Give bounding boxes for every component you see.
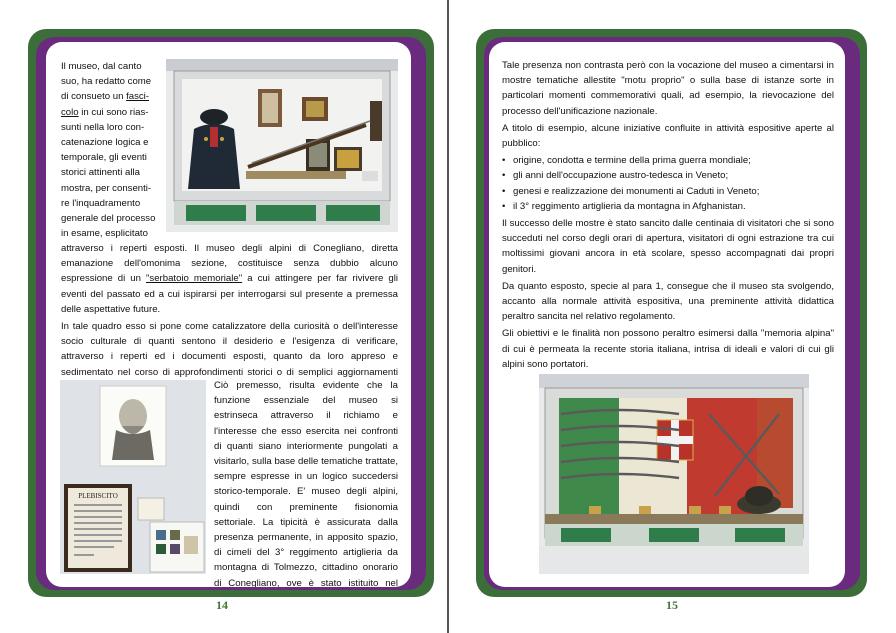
intro-line [61,105,159,120]
list-item-text: origine, condotta e termine della prima guerra mondiale; [513,155,751,167]
list-item-text: il 3° reggimento artiglieria da montagna in Afghanistan. [513,200,746,212]
intro-line: re l'inquadramento [61,197,141,209]
intro-line: catenazione logica e [61,137,149,149]
intro-line: suo, ha redatto come [61,76,152,88]
para-text: a cui attingere per far rivivere gli eventi del passato ed a cui ispirarsi per interrogarsi sul presente a premessa delle aspettative future. [61,273,398,315]
paragraph-objectives: Gli obiettivi e le finalità non possono peraltro esimersi dalla "memoria alpina" di cui è permeata la recente storia italiana, intrisa di ideali e valori di cui gli alpini sono portatori. [502,328,834,370]
bullet-icon: • [502,185,506,197]
list-item [502,199,834,214]
bullet-icon: • [502,170,506,182]
fascicolo-link: fasci- [126,91,149,103]
paragraph-premise [214,378,398,587]
intro-line: temporale, gli eventi [61,152,147,164]
intro-line: generale del processo [61,213,156,225]
intro-line: sunti nella loro con- [61,121,145,133]
intro-line: mostra, per consenti- [61,182,152,194]
flags-sabres-photo [539,374,809,574]
right-page [489,42,845,587]
intro-line: in esame, esplicitato [61,228,148,240]
intro-line-text: in cui sono rias- [78,106,149,118]
paragraph-catalyst: In tale quadro esso si pone come catalizzatore della curiosità o dell'interesse socio culturale di quanti sentono il desiderio e l'esigenza di verificare, attraverso i reperti ed i documenti esposti, quanto da loro appreso e sedimentato nel corso di approfondimenti storici o di semplici aggiornamenti [61,321,398,378]
fascicolo-link-end: colo [61,106,79,118]
paragraph-success: Il successo delle mostre è stato sancito dalle centinaia di visitatori che si sono succeduti nel corso degli orari di apertura, visitatori di ogni estrazione tra cui moltissimi giovani ancora in età scolare, spesso accompagnati dai propri genitori. [502,218,834,275]
intro-line [61,89,159,104]
intro-line: storici attinenti alla [61,167,140,179]
page-number-left: 14 [216,598,228,612]
paragraph-museum [61,241,398,317]
intro-line-text: di consueto un [61,91,127,103]
intro-wrapped-text [61,59,159,241]
paragraph-examples: A titolo di esempio, alcune iniziative confluite in attività espositive aperte al pubblico: [502,122,834,150]
page-number-right: 15 [666,598,678,612]
uniform-display-photo [166,59,398,232]
right-body-text [502,58,834,374]
bullet-icon: • [502,155,506,167]
paragraph-presence: Tale presenza non contrasta però con la vocazione del museo a cimentarsi in mostre tematiche allestite "motu proprio" o sulla base di istanze sorte in particolari momenti commemorativi quali, ad esempio, la rievocazione del processo dell'unificazione nazionale. [502,60,834,117]
list-item-text: genesi e realizzazione dei monumenti ai Caduti in Veneto; [513,185,760,197]
bullet-icon: • [502,200,506,212]
list-item [502,168,834,183]
serbatoio-memoriale: "serbatoio memoriale" [146,273,243,285]
list-item-text: gli anni dell'occupazione austro-tedesca in Veneto; [513,170,729,182]
poster-title: PLEBISCITO [78,492,118,500]
left-body-text [61,241,398,397]
intro-line: Il museo, dal canto [61,61,142,72]
center-gutter [447,0,449,633]
list-item [502,184,834,199]
para-text: attraverso i reperti esposti. Il museo degli alpini di Conegliano, diretta emanazione dell'omonima sezione, costituisce senza dubbio alcuno espressione di un [61,243,398,285]
plebiscito-photo [60,380,206,574]
left-page [46,42,411,587]
para-text: Ciò premesso, risulta evidente che la funzione essenziale del museo si estrinseca attraverso il richiamo e l'interesse che esso esercita nei confronti di quanti siano interiormente pungolati a visitarlo, sulla base delle tematiche trattate, sempre espresse in un logico succedersi storico-temporale. E' museo degli alpini, quindi con preminente fisionomia settoriale. La tipicità è assicurata dalla presenza permanente, in apposito spazio, di cimeli del 3° reggimento artiglieria da montagna di Tolmezzo, cittadino onorario di Conegliano, ove è stato istituito nel [214,380,398,587]
paragraph-didactic: Da quanto esposto, specie al para 1, consegue che il museo sta svolgendo, accanto alla normale attività espositiva, una preminente attività didattica peraltro sancita nel relativo regolamento. [502,280,834,323]
list-item [502,153,834,168]
